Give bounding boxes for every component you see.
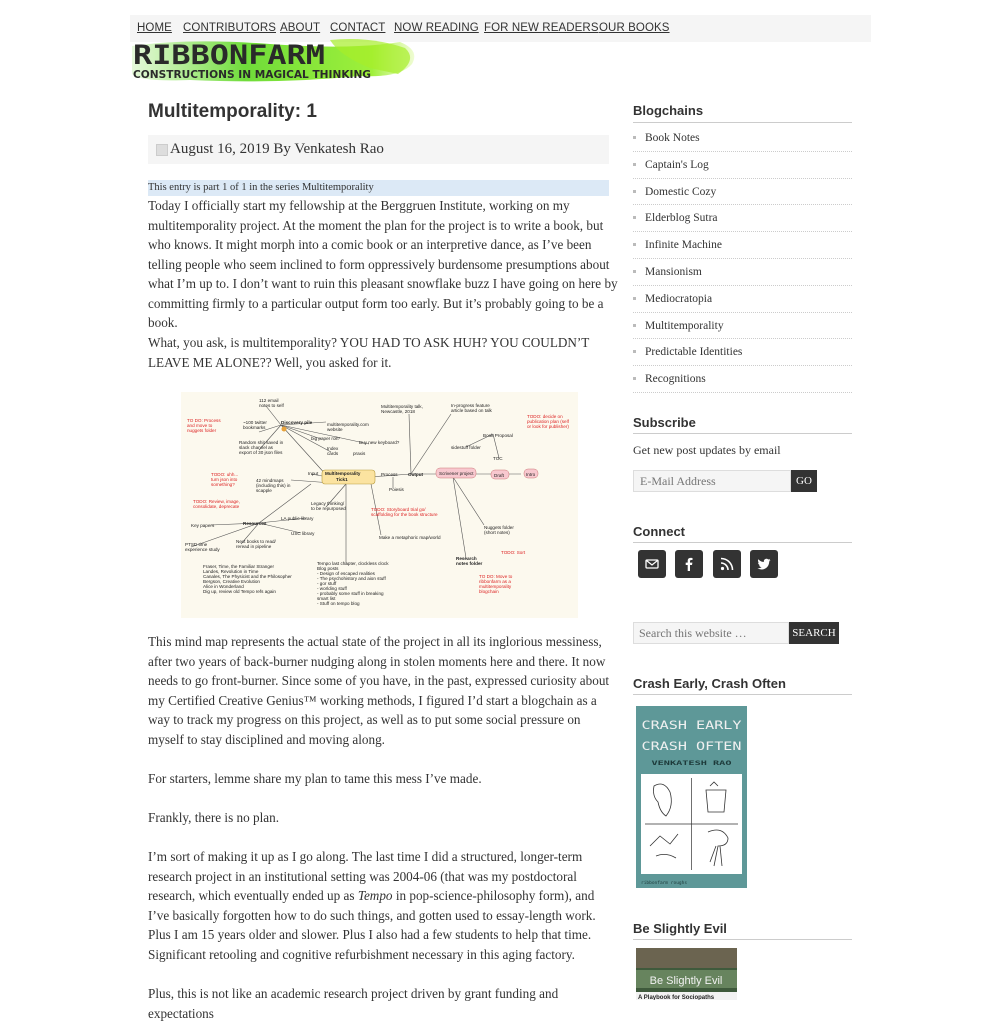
nav-about[interactable]: ABOUT [280, 22, 321, 34]
paragraph-3: This mind map represents the actual state of the project in all its inglorious messiness, after two years of back-burner nudging along in stolen moments here and there. It now needs to go front-burner. Since some of you have, in the past, expressed curiosity about my Certified Creative Genius™ working methods, I figured I’d start a blogchain as a way to track my progress on this project, as well as to put some social pressure on myself to stay disciplined and moving along. [148, 634, 610, 747]
paragraph-6 [148, 847, 618, 964]
svg-text:- The psychohistory and aion s: - The psychohistory and aion stuff [317, 576, 386, 581]
site-logo[interactable] [130, 38, 420, 84]
p1-end: , working on my multitemporality project. At the moment the plan for the project is to write a book, but who knows. It might morph into a comic book or an interpretive dance, as I’ve been telling people who seem inclined to form oppressively burdensome presumptions about what I’m up to. I don’t want to ruin this pleasant snowflake buzz I have going on here by committing firmly to a particular output form too early. But it’s probably going to be a book. [148, 198, 618, 330]
svg-text:~100 twitter: ~100 twitter [243, 420, 267, 425]
calendar-icon [156, 144, 168, 156]
svg-text:LA public library: LA public library [281, 516, 314, 521]
paragraph-2: What, you ask, is multitemporality? YOU HAD TO ASK HUH? YOU COULDN’T LEAVE ME ALONE?? Well, you asked for it. [148, 335, 590, 370]
facebook-icon[interactable] [675, 550, 703, 578]
svg-text:Legacy thinking/: Legacy thinking/ [311, 501, 345, 506]
search-button[interactable]: SEARCH [789, 622, 839, 644]
blogchain-mansionism[interactable]: Mansionism [645, 265, 702, 278]
search-input[interactable] [633, 622, 789, 644]
list-item [633, 339, 852, 366]
list-item [633, 205, 852, 232]
author-link[interactable]: Venkatesh Rao [294, 141, 384, 157]
svg-text:Output: Output [408, 472, 424, 477]
cover-line-1: CRASH EARLY [641, 718, 742, 732]
svg-text:- Design of escaped realities: - Design of escaped realities [317, 571, 375, 576]
list-item [633, 125, 852, 152]
svg-text:website: website [327, 427, 343, 432]
blogchains-title: Blogchains [633, 103, 704, 118]
blogchain-mediocratopia[interactable]: Mediocratopia [645, 292, 713, 305]
svg-text:Fraser, Time, the Familiar Str: Fraser, Time, the Familiar Stranger [203, 564, 274, 569]
paragraph-1 [148, 196, 618, 333]
svg-text:blogchain: blogchain [479, 589, 499, 594]
svg-text:Tick1: Tick1 [336, 477, 348, 482]
list-item [633, 313, 852, 340]
svg-text:reread in pipeline: reread in pipeline [236, 544, 272, 549]
subscribe-title: Subscribe [633, 415, 696, 430]
svg-text:Key papers: Key papers [191, 523, 215, 528]
nav-for-new-readers[interactable]: FOR NEW READERS [484, 22, 599, 34]
crash-early-book-cover[interactable] [636, 706, 747, 888]
series-prefix: This entry is part 1 of 1 in the series [148, 182, 300, 193]
svg-text:multitemporality: multitemporality [479, 584, 512, 589]
blogchain-elderblog-sutra[interactable]: Elderblog Sutra [645, 212, 718, 225]
svg-text:Scrivener project: Scrivener project [439, 471, 474, 476]
list-item [633, 366, 852, 393]
svg-text:PTSD time: PTSD time [185, 542, 208, 547]
blogchain-recognitions[interactable]: Recognitions [645, 373, 706, 386]
paragraph-4: For starters, lemme share my plan to tame this mess I’ve made. [148, 771, 482, 786]
svg-text:scapple: scapple [256, 488, 272, 493]
svg-text:notes to self: notes to self [259, 403, 284, 408]
blogchain-infinite-machine[interactable]: Infinite Machine [645, 239, 722, 252]
svg-text:Landes, Revolution in Time: Landes, Revolution in Time [203, 569, 259, 574]
list-item [633, 232, 852, 259]
svg-text:to be repurposed: to be repurposed [311, 506, 346, 511]
post-byline [170, 141, 384, 158]
tempo-link[interactable]: Tempo [357, 888, 393, 903]
svg-text:Research: Research [456, 556, 477, 561]
svg-text:scaffolding for the book struc: scaffolding for the book structure [371, 512, 438, 517]
svg-text:Blog posts: Blog posts [317, 566, 339, 571]
svg-text:(including this) in: (including this) in [256, 483, 291, 488]
svg-text:Nuggets folder: Nuggets folder [484, 525, 514, 530]
svg-text:Poiesis: Poiesis [389, 487, 404, 492]
list-item [633, 286, 852, 313]
svg-text:Buy new keyboard?: Buy new keyboard? [359, 440, 400, 445]
svg-text:ribbonfarm as a: ribbonfarm as a [479, 579, 511, 584]
email-field[interactable] [633, 470, 791, 492]
svg-text:Dig up, review old Tempo refs: Dig up, review old Tempo refs again [203, 589, 276, 594]
svg-text:Intro: Intro [526, 472, 536, 477]
nav-now-reading[interactable]: NOW READING [394, 22, 479, 34]
svg-text:article based on talk: article based on talk [451, 408, 492, 413]
nav-home[interactable]: HOME [137, 22, 172, 34]
svg-text:big paper roll?: big paper roll? [311, 436, 341, 441]
blogchain-captains-log[interactable]: Captain's Log [645, 158, 709, 171]
p6-end: in pop-science-philosophy form), and I’ve basically forgotten how to do such things, and gotten used to essay-length work. Plus I am 15 years older and slower. Plus I also had a few students to help that time. Significant retooling and cognitive refurbishment necessary in this aging factory. [148, 888, 596, 962]
svg-text:consolidate, deprecate: consolidate, deprecate [193, 504, 240, 509]
svg-text:Random shit saved in: Random shit saved in [239, 440, 284, 445]
svg-text:experience study: experience study [185, 547, 220, 552]
post-title: Multitemporality: 1 [148, 101, 317, 122]
list-item [633, 259, 852, 286]
blogchain-book-notes[interactable]: Book Notes [645, 132, 700, 144]
list-item [633, 179, 852, 206]
series-link[interactable]: Multitemporality [301, 182, 374, 193]
series-notice [148, 180, 609, 196]
paragraph-7: Plus, this is not like an academic research project driven by grant funding and expectations [148, 986, 559, 1021]
nav-contributors[interactable]: CONTRIBUTORS [183, 22, 276, 34]
svg-text:and move to: and move to [187, 423, 213, 428]
svg-text:42 mindmaps: 42 mindmaps [256, 478, 284, 483]
svg-text:USC library: USC library [291, 531, 315, 536]
svg-text:publication plan (self: publication plan (self [527, 419, 569, 424]
svg-text:bookmarks: bookmarks [243, 425, 266, 430]
svg-text:multitemporality.com: multitemporality.com [327, 422, 369, 427]
svg-text:Process: Process [381, 472, 398, 477]
svg-text:cards: cards [327, 451, 339, 456]
blogchain-domestic-cozy[interactable]: Domestic Cozy [645, 185, 717, 198]
nav-our-books[interactable]: OUR BOOKS [599, 22, 670, 34]
evil-cover-title: Be Slightly Evil [649, 975, 723, 987]
be-slightly-evil-title: Be Slightly Evil [633, 921, 727, 936]
svg-text:Index: Index [327, 446, 339, 451]
fellowship-link[interactable]: my fellowship at the Berggruen Institute [269, 198, 483, 213]
paragraph-5: Frankly, there is no plan. [148, 810, 279, 825]
svg-text:Input: Input [308, 471, 319, 476]
svg-text:Tempo last chapter, clockless: Tempo last chapter, clockless clock [317, 561, 389, 566]
list-item [633, 152, 852, 179]
svg-text:Draft: Draft [494, 473, 504, 478]
svg-text:In-progress feature: In-progress feature [451, 403, 490, 408]
svg-text:- worlding stuff: - worlding stuff [317, 586, 347, 591]
twitter-icon[interactable] [750, 550, 778, 578]
subscribe-divider [633, 433, 852, 434]
logo-name: RIBBONFARM [133, 40, 325, 71]
be-slightly-evil-book-cover[interactable] [636, 948, 737, 1000]
svg-text:nuggets folder: nuggets folder [187, 428, 217, 433]
svg-text:praxis: praxis [353, 451, 366, 456]
p1-start: Today I officially start [148, 198, 270, 213]
nav-contact[interactable]: CONTACT [330, 22, 386, 34]
svg-text:Resources: Resources [243, 521, 267, 526]
cover-author: VENKATESH RAO [651, 760, 733, 767]
svg-text:- probably some stuff in break: - probably some stuff in breaking [317, 591, 384, 596]
svg-text:TOC: TOC [493, 456, 503, 461]
svg-text:TODO: uhh...: TODO: uhh... [211, 472, 239, 477]
svg-text:Multitemporality talk,: Multitemporality talk, [381, 404, 423, 409]
svg-text:or look for publisher): or look for publisher) [527, 424, 569, 429]
svg-text:112 email: 112 email [259, 398, 279, 403]
svg-text:Discovery pile: Discovery pile [281, 420, 313, 425]
svg-text:TODO: Storyboard trial go/: TODO: Storyboard trial go/ [371, 507, 426, 512]
svg-text:Canales, The Physicist and the: Canales, The Physicist and the Philosopher [203, 574, 292, 579]
logo-tagline: CONSTRUCTIONS IN MAGICAL THINKING [133, 68, 371, 81]
svg-text:turn json into: turn json into [211, 477, 238, 482]
svg-text:slack channel as: slack channel as [239, 445, 273, 450]
blogchain-multitemporality[interactable]: Multitemporality [645, 319, 724, 332]
svg-text:something?: something? [211, 482, 235, 487]
svg-text:Make a metaphoric map/world: Make a metaphoric map/world [379, 535, 441, 540]
svg-text:TODO: decide on: TODO: decide on [527, 414, 563, 419]
be-slightly-evil-divider [633, 939, 852, 940]
mind-map-image [181, 392, 578, 618]
go-button[interactable]: GO [791, 470, 817, 492]
blogchains-list [633, 125, 852, 393]
svg-text:TODO: Sort: TODO: Sort [501, 550, 526, 555]
svg-text:- Stuff on tempo blog: - Stuff on tempo blog [317, 601, 360, 606]
svg-text:TO DO: Move to: TO DO: Move to [479, 574, 513, 579]
connect-divider [633, 542, 852, 543]
svg-text:TO DO: Process: TO DO: Process [187, 418, 221, 423]
svg-text:TODO: Review, image,: TODO: Review, image, [193, 499, 240, 504]
p6-start: I’m sort of making it up as I go along. The last time I did a structured, longer-term research project in an institutional setting was 2004-06 (that was my postdoctoral research, which eventually ended up as [148, 849, 583, 903]
byline-by: By [273, 141, 291, 157]
svg-text:Book Proposal: Book Proposal [483, 433, 513, 438]
subscribe-text: Get new post updates by email [633, 443, 781, 457]
svg-text:sidestuff folder: sidestuff folder [451, 445, 481, 450]
svg-text:Next books to read/: Next books to read/ [236, 539, 276, 544]
crash-early-title: Crash Early, Crash Often [633, 676, 786, 691]
svg-text:(short notes): (short notes) [484, 530, 510, 535]
post-meta [148, 135, 609, 164]
connect-title: Connect [633, 524, 685, 539]
rss-icon[interactable] [713, 550, 741, 578]
svg-text:Alice in Wonderland: Alice in Wonderland [203, 584, 244, 589]
cover-footer: ribbonfarm roughs [641, 881, 688, 886]
svg-text:export of 30 json files: export of 30 json files [239, 450, 283, 455]
crash-early-divider [633, 694, 852, 695]
blogchains-divider [633, 122, 852, 123]
cover-line-2: CRASH OFTEN [641, 739, 742, 753]
svg-text:Multitemporality: Multitemporality [325, 471, 361, 476]
svg-text:Bergson, Creative Evolution: Bergson, Creative Evolution [203, 579, 260, 584]
email-icon[interactable] [638, 550, 666, 578]
post-date: August 16, 2019 [170, 141, 270, 157]
svg-text:notes folder: notes folder [456, 561, 483, 566]
svg-text:- gor stuff: - gor stuff [317, 581, 337, 586]
blogchain-predictable-identities[interactable]: Predictable Identities [645, 346, 743, 359]
svg-text:Newcastle, 2018: Newcastle, 2018 [381, 409, 415, 414]
evil-cover-subtitle: A Playbook for Sociopaths [638, 995, 715, 1000]
svg-text:smart list: smart list [317, 596, 336, 601]
